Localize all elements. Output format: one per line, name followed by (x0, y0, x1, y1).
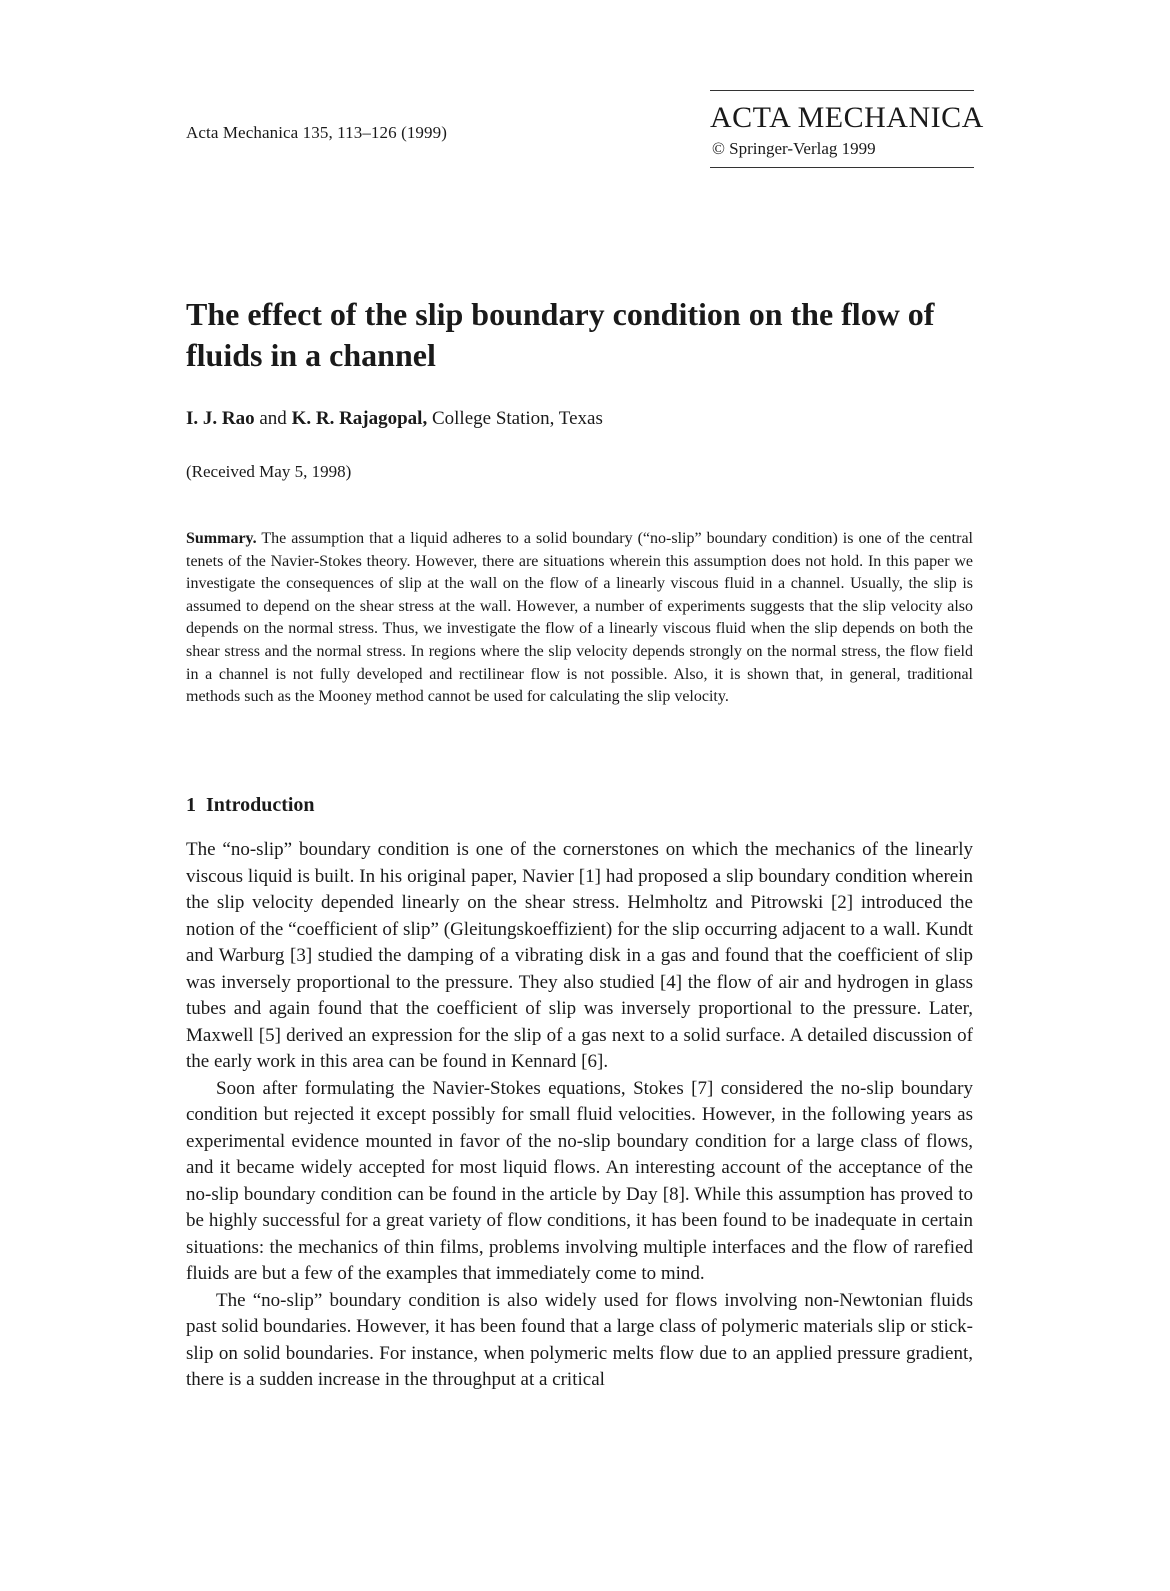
masthead-bottom-rule (710, 167, 974, 168)
copyright-notice: © Springer-Verlag 1999 (712, 139, 876, 158)
abstract-label: Summary. (186, 530, 257, 547)
section-title: Introduction (206, 794, 315, 816)
section-number: 1 (186, 794, 196, 816)
journal-name: ACTA MECHANICA (710, 101, 984, 134)
body-paragraph: The “no-slip” boundary condition is one of the cornerstones on which the mechanics of the linearly viscous liquid is built. In his original paper, Navier [1] had proposed a slip boundary condition wherein the slip velocity depended linearly on the shear stress. Helmholtz and Pitrowski [2] introduced the notion of the “coefficient of slip” (Gleitungskoeffizient) for the slip occurring adjacent to a wall. Kundt and Warburg [3] studied the damping of a vibrating disk in a gas and found that the coefficient of slip was inversely proportional to the pressure. They also studied [4] the flow of air and hydrogen in glass tubes and again found that the coefficient of slip was inversely proportional to the pressure. Later, Maxwell [5] derived an expression for the slip of a gas next to a solid surface. A detailed discussion of the early work in this area can be found in Kennard [6]. (186, 839, 973, 1072)
abstract (186, 528, 973, 709)
author-name: K. R. Rajagopal, (291, 408, 428, 429)
received-date: (Received May 5, 1998) (186, 462, 352, 481)
article-title: The effect of the slip boundary condition on the flow of fluids in a channel (186, 296, 935, 373)
author-name: I. J. Rao (186, 408, 255, 429)
author-conjunction: and (259, 408, 287, 429)
section-body (186, 837, 973, 1394)
journal-reference: Acta Mechanica 135, 113–126 (1999) (186, 123, 447, 142)
abstract-text: The assumption that a liquid adheres to a solid boundary (“no-slip” boundary condition) is one of the central tenets of the Navier-Stokes theory. However, there are situations wherein this assumption does not hold. In this paper we investigate the consequences of slip at the wall on the flow of a linearly viscous fluid in a channel. Usually, the slip is assumed to depend on the shear stress at the wall. However, a number of experiments suggests that the slip velocity also depends on the normal stress. Thus, we investigate the flow of a linearly viscous fluid when the slip depends on both the shear stress and the normal stress. In regions where the slip velocity depends strongly on the normal stress, the flow field in a channel is not fully developed and rectilinear flow is not possible. Also, it is shown that, in general, traditional methods such as the Mooney method cannot be used for calculating the slip velocity. (186, 530, 973, 706)
body-paragraph: Soon after formulating the Navier-Stokes equations, Stokes [7] considered the no-slip boundary condition but rejected it except possibly for small fluid velocities. However, in the following years as experimental evidence mounted in favor of the no-slip boundary condition for a large class of flows, and it became widely accepted for most liquid flows. An interesting account of the acceptance of the no-slip boundary condition can be found in the article by Day [8]. While this assumption has proved to be highly successful for a great variety of flow conditions, it has been found to be inadequate in certain situations: the mechanics of thin films, problems involving multiple interfaces and the flow of rarefied fluids are but a few of the examples that immediately come to mind. (186, 1077, 973, 1284)
author-line (186, 408, 603, 430)
journal-masthead (710, 90, 984, 168)
body-paragraph: The “no-slip” boundary condition is also widely used for flows involving non-Newtonian fluids past solid boundaries. However, it has been found that a large class of polymeric materials slip or stick-slip on solid boundaries. For instance, when polymeric melts flow due to an applied pressure gradient, there is a sudden increase in the throughput at a critical (186, 1289, 973, 1390)
section-heading (186, 794, 315, 817)
author-affiliation: College Station, Texas (431, 408, 603, 429)
masthead-top-rule (710, 90, 974, 91)
